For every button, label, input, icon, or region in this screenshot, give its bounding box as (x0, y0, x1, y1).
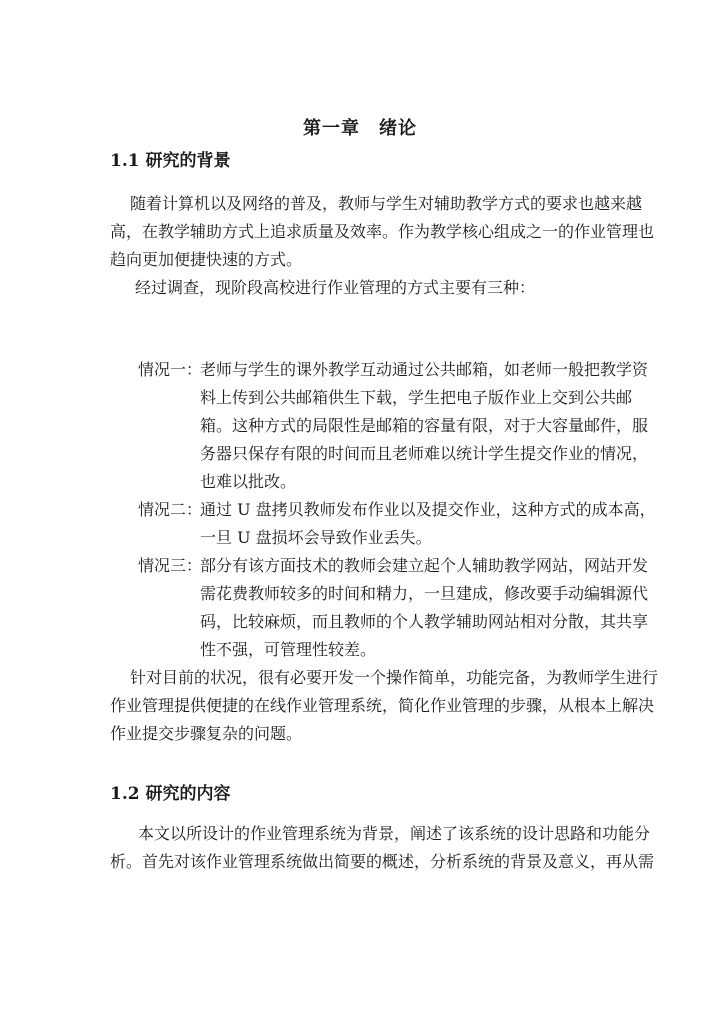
case-line: 也难以批改。 (200, 472, 297, 491)
paragraph-line: 高，在教学辅助方式上追求质量及效率。作为教学核心组成之一的作业管理也 (110, 222, 655, 241)
case-label: 情况三： (138, 556, 203, 575)
paragraph-line: 随着计算机以及网络的普及，教师与学生对辅助教学方式的要求也越来越 (130, 194, 643, 213)
case-line: 老师与学生的课外教学互动通过公共邮箱，如老师一般把教学资 (200, 360, 649, 379)
paragraph-line: 作业管理提供便捷的在线作业管理系统，简化作业管理的步骤，从根本上解决 (110, 696, 655, 715)
case-line: 性不强，可管理性较差。 (200, 640, 377, 659)
chapter-title: 第一章 绪论 (303, 118, 417, 139)
section-heading-1-2: 1.2 研究的内容 (110, 784, 231, 804)
case-line: 箱。这种方式的局限性是邮箱的容量有限，对于大容量邮件，服 (200, 416, 649, 435)
paragraph-line: 经过调查，现阶段高校进行作业管理的方式主要有三种： (135, 278, 536, 297)
paragraph-line: 针对目前的状况，很有必要开发一个操作简单，功能完备，为教师学生进行 (130, 668, 659, 687)
case-label: 情况二： (138, 500, 203, 519)
case-line: 码，比较麻烦，而且教师的个人教学辅助网站相对分散，其共享 (200, 612, 649, 631)
paragraph-line: 趋向更加便捷快速的方式。 (110, 250, 303, 269)
paragraph-line: 本文以所设计的作业管理系统为背景，阐述了该系统的设计思路和功能分 (138, 824, 651, 843)
paragraph-line: 析。首先对该作业管理系统做出简要的概述，分析系统的背景及意义，再从需 (110, 852, 655, 871)
section-heading-1-1: 1.1 研究的背景 (110, 151, 231, 171)
case-label: 情况一： (138, 360, 203, 379)
case-line: 务器只保存有限的时间而且老师难以统计学生提交作业的情况， (200, 444, 649, 463)
case-line: 需花费教师较多的时间和精力，一旦建成，修改要手动编辑源代 (200, 584, 649, 603)
paragraph-line: 作业提交步骤复杂的问题。 (110, 724, 303, 743)
case-line: 通过 U 盘拷贝教师发布作业以及提交作业，这种方式的成本高， (200, 500, 656, 519)
case-line: 料上传到公共邮箱供生下载，学生把电子版作业上交到公共邮 (200, 388, 633, 407)
case-line: 部分有该方面技术的教师会建立起个人辅助教学网站，网站开发 (200, 556, 649, 575)
case-line: 一旦 U 盘损坏会导致作业丢失。 (200, 528, 432, 547)
